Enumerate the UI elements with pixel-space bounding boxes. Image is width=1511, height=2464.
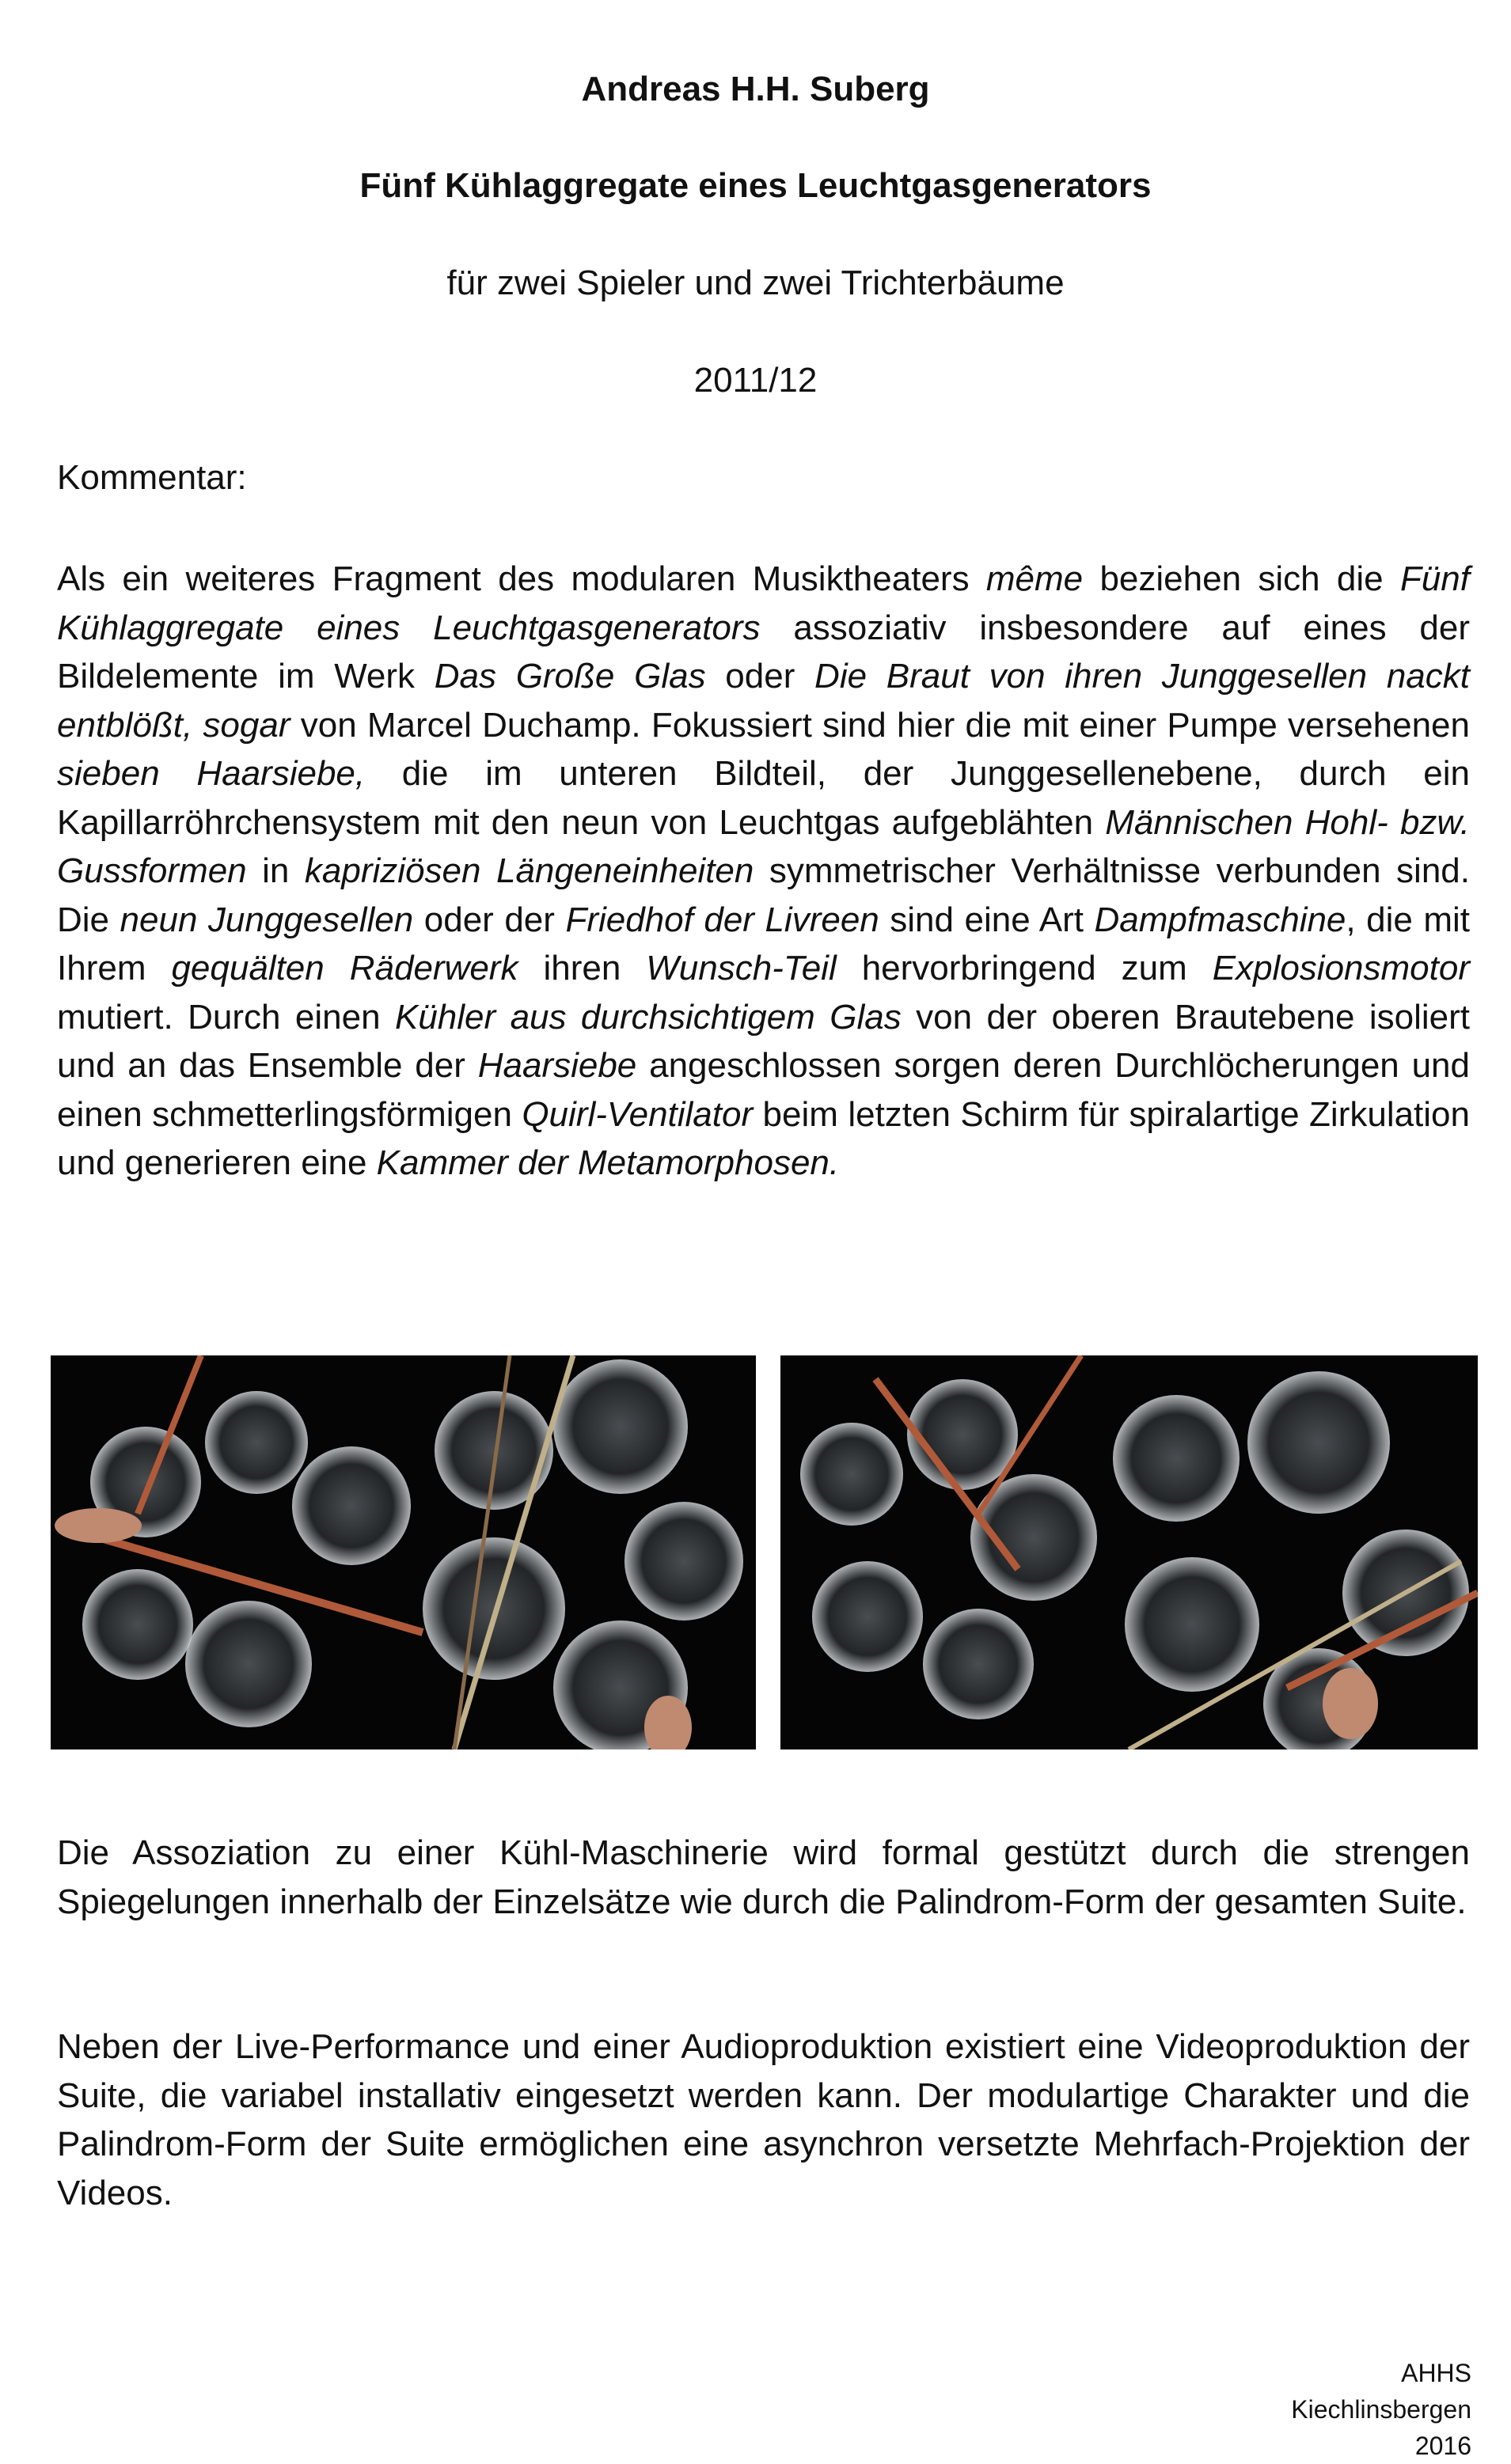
commentary-paragraph [57, 555, 1470, 1188]
text-run: angeschlossen sorgen deren Durchlöcherungen und einen schmetterlingsförmigen [57, 1046, 1470, 1134]
text-run: oder [705, 657, 815, 696]
italic-phrase: sieben Haarsiebe, [57, 754, 366, 793]
italic-phrase: Wunsch-Teil [646, 949, 837, 987]
text-run: beziehen sich die [1083, 559, 1400, 598]
italic-phrase: Dampfmaschine [1094, 900, 1346, 939]
text-run: in [246, 851, 305, 890]
video-production-paragraph: Neben der Live-Performance und einer Audioproduktion existiert eine Videoproduktion der Suite, die variabel installativ eingesetzt werden kann. Der modulartige Charakter und die Palindrom-Form der Suite ermöglichen eine asynchron versetzte Mehrfach-Projektion der Videos. [57, 2027, 1470, 2212]
italic-phrase: Friedhof der Livreen [565, 900, 879, 939]
author-name: Andreas H.H. Suberg [581, 70, 930, 108]
text-run: Als ein weiteres Fragment des modularen Musiktheaters [57, 559, 986, 598]
text-run: beim letzten Schirm für spiralartige Zirkulation und generieren eine [57, 1094, 1471, 1182]
text-run: sind eine Art [879, 900, 1095, 939]
signature-block [1291, 2355, 1471, 2464]
italic-phrase: kapriziösen Längeneinheiten [304, 851, 754, 890]
text-run: assoziativ insbesondere auf eines der Bildelemente im Werk [57, 608, 1470, 696]
funnel-tree-image-2 [780, 1355, 1478, 1749]
signature-year: 2016 [1414, 2432, 1471, 2460]
italic-phrase: gequälten Räderwerk [171, 949, 518, 987]
italic-phrase: Kühler aus durchsichtigem Glas [394, 997, 902, 1037]
italic-phrase: Quirl-Ventilator [522, 1094, 754, 1134]
work-title: Fünf Kühlaggregate eines Leuchtgasgenerators [359, 166, 1152, 205]
italic-phrase: Explosionsmotor [1212, 949, 1470, 987]
signature-initials: AHHS [1401, 2359, 1471, 2387]
performance-photo-right [780, 1355, 1478, 1749]
performance-photo-left [51, 1355, 756, 1749]
funnel-tree-image [51, 1355, 756, 1749]
italic-phrase: Die Braut von ihren Junggesellen nackt entblößt, sogar [57, 657, 1470, 745]
text-run: oder der [413, 900, 566, 939]
italic-phrase: même [985, 559, 1084, 598]
italic-phrase: Das Große Glas [434, 657, 706, 696]
text-run: mutiert. Durch einen [57, 997, 395, 1037]
italic-phrase: Fünf Kühlaggregate eines Leuchtgasgenerators [57, 559, 1470, 647]
italic-phrase: Haarsiebe [477, 1046, 637, 1085]
italic-phrase: Männischen Hohl- bzw. Gussformen [57, 802, 1471, 890]
text-run: ihren [518, 949, 647, 987]
text-run: , die mit Ihrem [57, 900, 1471, 987]
text-run: hervorbringend zum [836, 949, 1213, 987]
text-run: von Marcel Duchamp. Fokussiert sind hier die mit einer Pumpe versehenen [290, 705, 1470, 745]
italic-phrase: Kammer der Metamorphosen. [376, 1143, 840, 1182]
instrumentation: für zwei Spieler und zwei Trichterbäume [446, 263, 1065, 302]
text-run: die im unteren Bildteil, der Junggesellenebene, durch ein Kapillarröhrchensystem mit den neun von Leuchtgas aufgeblähten [57, 754, 1471, 842]
text-run: symmetrischer Verhältnisse verbunden sind. Die [57, 851, 1470, 939]
composition-year: 2011/12 [693, 361, 818, 400]
signature-place: Kiechlinsbergen [1291, 2395, 1471, 2424]
italic-phrase: neun Junggesellen [120, 900, 414, 939]
text-run: von der oberen Brautebene isoliert und an das Ensemble der [57, 997, 1470, 1085]
association-paragraph: Die Assoziation zu einer Kühl-Maschinerie wird formal gestützt durch die strengen Spiegelungen innerhalb der Einzelsätze wie durch die Palindrom-Form der gesamten Suite. [57, 1833, 1470, 1921]
comment-label: Kommentar: [57, 458, 247, 497]
